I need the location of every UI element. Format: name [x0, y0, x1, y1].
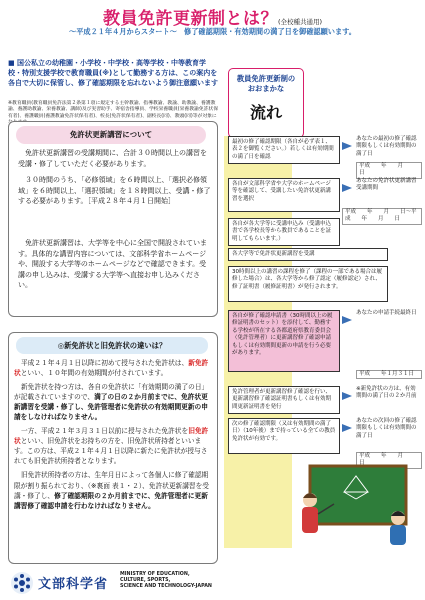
section-renewal-course-heading: 免許状更新講習について [16, 126, 206, 144]
flow-arrow [342, 142, 352, 150]
flow-step-2: 各自が文部科学省や大学のホームページ等を確認して、受講したい免許状更新講習を選択 [228, 178, 340, 212]
flow-step-8: 次の修了確認期限（又は有効期間の満了日）（10年後）まで持っている全ての教員免許状が有効です。 [228, 418, 340, 454]
flow-step-6-side-label: あなたの申請手続最終日 [356, 310, 417, 316]
flow-label-box [228, 68, 304, 138]
flow-step-2-date: 平成 年 月 日～平成 年 月 日 [342, 208, 422, 225]
section2-paragraph-1: 平成２１年４月１日以降に初めて授与された免許状は、新免許状といい、１０年間の有効期間が付されています。 [14, 359, 209, 378]
title-note: (全校種共通用) [277, 18, 323, 26]
section-license-difference-heading: ◎新免許状と旧免許状の違いは？ [16, 337, 208, 354]
flow-step-2-side-label: あなたの免許状更新講習受講期間 [356, 178, 417, 192]
section1-paragraph-1: 免許状更新講習の受講期間に、合計３０時間以上の講習を受講・修了していただく必要があります。 [18, 149, 207, 168]
flow-label-top: 教員免許更新制の おおまかな [236, 74, 296, 93]
flow-step-7-side-label: ※新免許状の方は、有効期間の満了日の２か月前 [356, 386, 417, 400]
flow-step-8-side-label: あなたの次回の修了確認期限もしくは有効期間の満了日 [356, 418, 417, 439]
classroom-illustration [292, 458, 420, 548]
intro-text: ■ 国公私立の幼稚園・小学校・中学校・高等学校・中等教育学校・特別支援学校で教育職員(※)として勤務する方は、この案内を各自で大切に保管し、修了確認期限を忘れないよう御注意願います [8, 59, 218, 88]
flow-step-7: 免許管理者が更新講習修了確認を行い、更新講習修了確認証明書もしくは有効期間更新証明書を発行 [228, 386, 340, 414]
ministry-name-english: MINISTRY OF EDUCATION, CULTURE, SPORTS, SCIENCE AND TECHNOLOGY-JAPAN [120, 572, 212, 590]
flow-label-big: 流れ [249, 102, 282, 122]
flow-arrow [342, 424, 352, 432]
section2-paragraph-3: 一方、平成２１年３月３１日以前に授与された免許状を旧免許状といい、旧免許状をお持ちの方を、旧免許状所持者といいます。この方は、平成２１年４月１日以降に新たに免許状が授与されても旧免許状所持者となります。 [14, 427, 209, 466]
intro-note: ※教育職員(教育職員免許法第２条第１項に規定する主幹教諭、指導教諭、教諭、助教諭、養護教諭、養護助教諭、栄養教諭、講師)及び実習助手、寄宿舎指導員、学校栄養職員(栄養教諭免許状保有者)、養護職員(養護教諭免許状保有者)、校長(免許状保有者)、副校長(同)、教頭(同)等が対象に [8, 101, 219, 119]
flow-step-6-date: 平成 年１月３１日 [356, 370, 422, 379]
flow-step-6: 各自が修了確認申請書（30時間以上の履修証明書のセット）を添付して、勤務する学校が所在する各都道府県教育委員会（免許管理者）に更新講習修了確認申請もしくは有効期間更新の申請を行う必要があります。 [228, 310, 340, 372]
ministry-name: 文部科学省 [38, 577, 109, 592]
page-title [0, 4, 425, 29]
section2-paragraph-4: 旧免許状所持者の方は、生年月日によって各個人に修了確認期限が割り振られており、（※裏面 表１・２）、免許状更新講習を受講・修了し、修了確認期限の２か月前までに、免許管理者に更新講習修了確認申請を行わなければなりません。 [14, 471, 209, 510]
flow-step-1: 最初の修了確認期限（各自が必ず表１、表２を御覧ください。）若しくは有効期間の満了日を確認 [228, 136, 340, 164]
flow-step-8-date: 平成 年 月 日 [356, 452, 422, 469]
flow-arrow [342, 316, 352, 324]
title-main: 教員免許更新制とは？ [102, 9, 278, 29]
flow-step-4: 各大学等で免許状更新講習を受講 [228, 248, 388, 261]
page-subtitle: ～平成２１年４月からスタート～ 修了確認期限・有効期間の満了日を御確認願います。 [69, 27, 356, 36]
section2-paragraph-2: 新免許状を持つ方は、各自の免許状に「有効期間の満了の日」が記載されていますので、満了の日の２か月前までに、免許状更新講習を受講・修了し、免許管理者に免許状の有効期間更新の申請をしなければなりません。 [14, 383, 209, 422]
flow-arrow [342, 392, 352, 400]
flow-step-3: 各自が各大学等に受講申込み（受講申込書で各学校長等から教員であることを証明してもらいます。） [228, 218, 340, 246]
section1-paragraph-3: 免許状更新講習は、大学等を中心に全国で開設されています。具体的な講習内容については、文部科学省ホームページや、開設する大学等のホームページなどで確認できます。受講の申し込みは、受講する大学等へ直接お申し込みください。 [18, 239, 207, 289]
section1-paragraph-2: ３０時間のうち、「必修領域」を６時間以上、「選択必修領域」を６時間以上、「選択領域」を１８時間以上、受講・修了する必要があります。［平成２８年４月１日開始］ [18, 176, 211, 205]
flow-step-1-date: 平成 年 月 日 [356, 162, 422, 179]
flow-arrow [342, 184, 352, 192]
flow-step-1-side-label: あなたの最初の修了確認期限もしくは有効期間の満了日 [356, 136, 417, 157]
flow-step-5: 30時間以上の講習の課程を修了（課程の一部である場合は履修した場合）は、各大学等から修了認定（履修認定）され、修了証明書（履修証明書）が発行されます。 [228, 266, 388, 302]
section-license-difference-body [14, 358, 212, 515]
section-renewal-course-body [18, 148, 211, 213]
